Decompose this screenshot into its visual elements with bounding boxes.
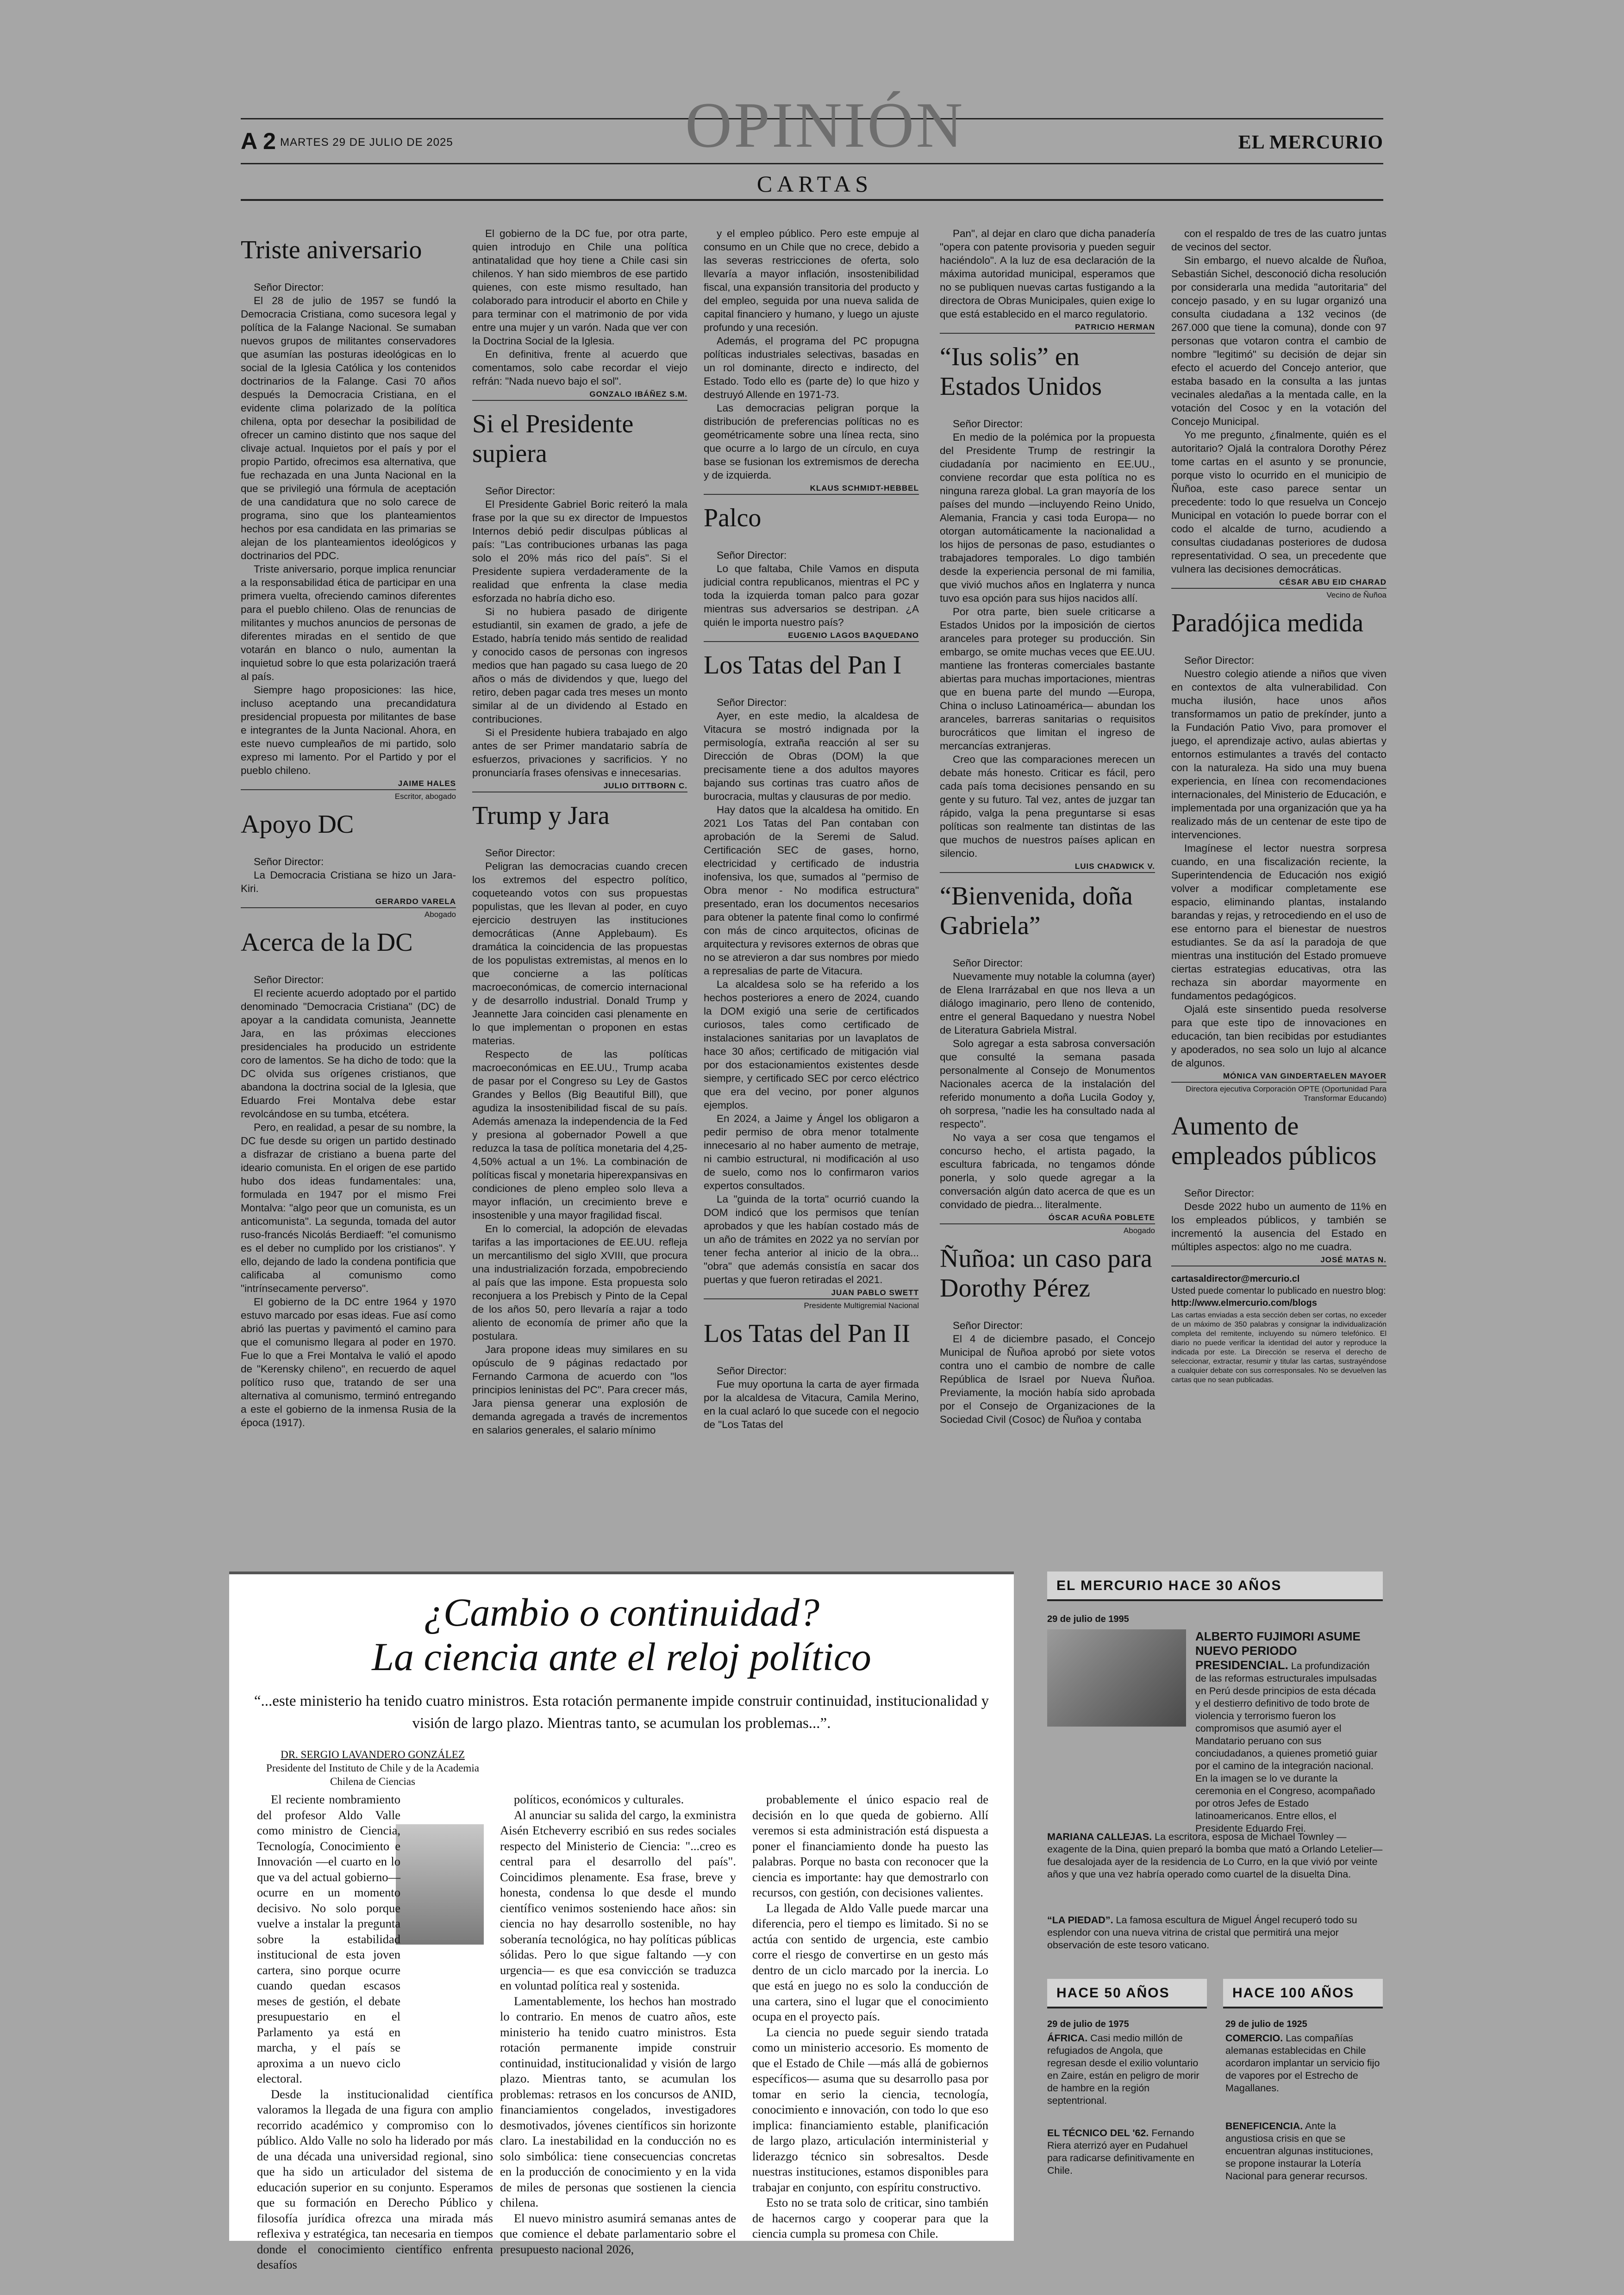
column-text-1 <box>257 1792 493 2273</box>
letter-paragraph: Lo que faltaba, Chile Vamos en disputa judicial contra republicanos, mientras el PC y toda la izquierda toman palco para gozar mientras sus adversarios se destripan. ¿A quién le importa nuestro país? <box>704 563 919 628</box>
history-africa-head: ÁFRICA. <box>1047 2033 1088 2044</box>
letter-paragraph: Si el Presidente hubiera trabajado en algo antes de ser Primer mandatario sabría de esfuerzos, privaciones y sacrificios. Y no pronunciaría frases ofensivas e innecesarias. <box>472 727 687 779</box>
letter-paragraph: El gobierno de la DC fue, por otra parte, quien introdujo en Chile una política antinatalidad que hoy tiene a Chile casi sin chilenos. Y han sido miembros de ese partido quienes, con este mismo resultado, han colaborado para introducir el aborto en Chile y para terminar con el matrimonio de por vida entre una mujer y un varón. Nada que ver con la Doctrina Social de la Iglesia. <box>472 228 687 347</box>
letter-paragraph: Ojalá este sinsentido pueda resolverse para que este tipo de innovaciones en educación, tan bien recibidas por estudiantes y apoderados, no sea solo un lujo al alcance de algunos. <box>1171 1004 1387 1069</box>
column-paragraph: La llegada de Aldo Valle puede marcar una diferencia, pero el tiempo es limitado. Si no se actúa con sentido de urgencia, este cambio corre el riesgo de convertirse en un gesto más dentro de un ciclo marcado por la inercia. Lo que está en juego no es solo la conducción de una cartera, sino el lugar que el conocimiento ocupa en el proyecto país. <box>752 1901 988 2023</box>
history-piedad <box>1047 1914 1383 1952</box>
letter-title: Los Tatas del Pan II <box>704 1319 911 1348</box>
letter-paragraph: En lo comercial, la adopción de elevadas tarifas a las importaciones de EE.UU. refleja un mercantilismo del siglo XVIII, que procura una industrialización forzada, empobreciendo al país que las impone. Esta propuesta solo reconjuera a los Prebisch y Pinto de la Cepal de los años 50, pero llevaría a rajar a todo aliento de economía de primer año que la postulara. <box>472 1223 687 1342</box>
header-bottom-rule <box>241 199 1383 201</box>
letter-paragraph: El 4 de diciembre pasado, el Concejo Municipal de Ñuñoa aprobó por siete votos contra uno el cambio de nombre de calle República de Israel por Nueva Ñuñoa. Previamente, la moción había sido aprobada por el Consejo de Organizaciones de la Sociedad Civil (Cosoc) de Ñuñoa y contaba <box>940 1333 1155 1425</box>
letter-title: “Ius solis” en Estados Unidos <box>940 343 1102 401</box>
letter-paragraph: Ayer, en este medio, la alcaldesa de Vitacura se mostró indignada por la permisología, extraña reacción al ser su Dirección de Obras (DOM) la que precisamente tiene a dos adultos mayores bajando sus cortinas tras cuatro años de burocracia, multas y clausuras de por medio. <box>704 710 919 802</box>
history-30-story <box>1195 1629 1383 1835</box>
salutation: Señor Director: <box>1184 655 1255 666</box>
letter-paragraph: No vaya a ser cosa que tengamos el concurso hecho, el artista pagado, la escultura fabricada, no tengamos dónde ponerla, y solo quede agregar a la conversación algún dato acerca de que es un convidado de piedra... literalmente. <box>940 1132 1155 1210</box>
column-paragraph: El reciente nombramiento del profesor Aldo Valle como ministro de Ciencia, Tecnología, Conocimiento e Innovación —el cuarto en lo que va del actual gobierno— ocurre en un momento decisivo. No solo porque vuelve a instalar la pregunta sobre la estabilidad institucional de esta joven cartera, sino porque ocurre cuando quedan escasos meses de gestión, el debate presupuestario en el Parlamento ya está en marcha, y el país se aproxima a un nuevo ciclo electoral. <box>257 1792 400 2085</box>
letter-paragraph: Si no hubiera pasado de dirigente estudiantil, sin examen de grado, a jefe de Estado, habría tenido más sentido de realidad y conocido casos de personas con ingresos medios que han pagado su casa luego de 20 años o más de dividendos y que, luego del retiro, deben pagar cada tres meses un monto similar al de un dividendo al Estado en contribuciones. <box>472 606 687 725</box>
letter-signature: GERARDO VARELA <box>241 897 456 908</box>
letter-title: Acerca de la DC <box>241 928 413 957</box>
salutation: Señor Director: <box>717 549 787 561</box>
history-50-header <box>1047 1979 1207 2008</box>
letter-paragraph: Por otra parte, bien suele criticarse a Estados Unidos por la imposición de ciertos aranceles para proteger su producción. Sin embargo, se omite muchas veces que EE.UU. mantiene las fronteras comerciales bastante abiertas para muchas importaciones, mientras que en buena parte del mundo —Europa, China o incluso Latinoamérica— abundan los aranceles, barreras sanitarias o requisitos burocráticos que limitan el ingreso de mercancías extranjeras. <box>940 606 1155 752</box>
letter-title: Palco <box>704 504 762 532</box>
letter-signature: JULIO DITTBORN C. <box>472 781 687 792</box>
letter-paragraph: Nuestro colegio atiende a niños que viven en contextos de alta vulnerabilidad. Con mucha ilusión, hace unos años transformamos un patio de prekínder, junto a la Fundación Patio Vivo, para promover el juego, el aprendizaje activo, aulas abiertas y entornos estimulantes a través del contacto con la naturaleza. Ha sido una muy buena experiencia, en línea con recomendaciones internacionales, del Ministerio de Educación, e implementada por una organización que ya ha realizado más de un centenar de este tipo de intervenciones. <box>1171 668 1387 841</box>
letter-title: Apoyo DC <box>241 810 354 839</box>
letter-author-role: Presidente Multigremial Nacional <box>804 1301 919 1310</box>
letter-paragraph: Sin embargo, el nuevo alcalde de Ñuñoa, Sebastián Sichel, desconoció dicha resolución por considerarla una medida "autoritaria" del concejo pasado, y en su lugar organizó una consulta ciudadana a 132 vecinos (de 267.000 que tiene la comuna), donde con 97 personas que votaron contra el cambio de nombre "legitimó" su decisión de dejar sin efecto el acuerdo del Concejo anterior, que estaba basado en la consulta a las juntas vecinales aledañas a la mentada calle, en la votación del Cosoc y en la votación del Concejo Municipal. <box>1171 255 1387 427</box>
letters-contact <box>1171 1273 1387 1309</box>
column-paragraph: Lamentablemente, los hechos han mostrado lo contrario. En menos de cuatro años, este ministerio ha tenido cuatro ministros. Esta rotación permanente impide construir continuidad, institucionalidad y visión de largo plazo. Mientras tanto, se acumulan los problemas: retrasos en los concursos de ANID, financiamientos congelados, investigadores desmotivados, jóvenes científicos sin horizonte claro. La inestabilidad en la conducción no es solo simbólica: tiene consecuencias concretas en la producción de conocimiento y en la vida de miles de personas que sostienen la ciencia chilena. <box>500 1994 736 2209</box>
letter-title: Triste aniversario <box>241 236 422 264</box>
history-30-title: EL MERCURIO HACE 30 AÑOS <box>1056 1578 1282 1593</box>
column-paragraph: El nuevo ministro asumirá semanas antes de que comience el debate parlamentario sobre el presupuesto nacional 2026, <box>500 2211 736 2256</box>
column-text-3 <box>752 1792 988 2242</box>
letter-paragraph: El 28 de julio de 1957 se fundó la Democracia Cristiana, como sucesora legal y política de la Falange Nacional. Se sumaban nuevos grupos de militantes conservadores que asumían las posturas ideológicas en lo social de la Iglesia Católica y los contenidos doctrinarios de la Falange. Casi 70 años después la Democracia Cristiana, en el evidente clima polarizado de la política chilena, opta por desechar la posibilidad de ofrecer un camino distinto que nos saque del clivaje actual. Inquietos por el país y por el propio Partido, ofrecimos esa alternativa, que fue rechazada en una Junta Nacional en la que se privilegió una fórmula de aceptación de una candidatura que no solo carece de programa, sino que los planteamientos hechos por esa candidata en las primarias se alejan de los planteamientos ideológicos y doctrinarios del PDC. <box>241 295 456 561</box>
letter-signature: JAIME HALES <box>241 779 456 790</box>
letter-title: Aumento de empleados públicos <box>1171 1112 1377 1170</box>
salutation: Señor Director: <box>717 697 787 708</box>
letter-paragraph: Yo me pregunto, ¿finalmente, quién es el autoritario? Ojalá la contralora Dorothy Pérez tome cartas en el asunto y se pronuncie, porque visto lo ocurrido en el municipio de Ñuñoa, este caso parece sentar un precedente: todo lo que resuelva un Concejo Municipal en votación lo puede borrar con el codo el alcalde de turno, acudiendo a consultas ciudadanas posteriores de dudosa representatividad. O sea, un precedente que vulnera las decisiones democráticas. <box>1171 429 1387 575</box>
history-30-date: 29 de julio de 1995 <box>1047 1614 1129 1624</box>
column-paragraph: Desde la institucionalidad científica valoramos la llegada de una figura con amplio recorrido académico y compromiso con lo público. Aldo Valle no solo ha liderado por más de una década una universidad regional, sino que ha sido un articulador del sistema de educación superior en su conjunto. Esperamos que su formación en Derecho Público y filosofía jurídica ofrezca una mirada más reflexiva y estratégica, tan necesaria en tiempos donde el conocimiento científico enfrenta desafíos <box>257 2087 493 2271</box>
salutation: Señor Director: <box>254 974 324 985</box>
column-paragraph: políticos, económicos y culturales. <box>514 1792 684 1806</box>
column-title <box>229 1590 1014 1679</box>
history-piedad-text: La famosa escultura de Miguel Ángel recuperó todo su esplendor con una nueva vitrina de cristal que permitirá una mejor observación de este tesoro vaticano. <box>1047 1915 1357 1951</box>
letter-paragraph: Respecto de las políticas macroeconómicas en EE.UU., Trump acaba de pasar por el Congreso su Ley de Gastos Grandes y Bellos (Big Beautiful Bill), que agudiza la insostenibilidad fiscal de su país. Además amenaza la independencia de la Fed y presiona al gobernador Powell a que reduzca la tasa de política monetaria del 4,25-4,50% actual a un 1%. La combinación de políticas fiscal y monetaria hiperexpansivas en condiciones de pleno empleo solo lleva a mayor inflación, un crecimiento breve e insostenible y una mayor fragilidad fiscal. <box>472 1048 687 1221</box>
history-beneficencia-text: Ante la angustiosa crisis en que se encuentran algunas instituciones, se propone instaurar la Lotería Nacional para generar recursos. <box>1225 2120 1374 2182</box>
letter-signature: MÓNICA VAN GINDERTAELEN MAYOER <box>1171 1072 1387 1083</box>
salutation: Señor Director: <box>254 281 324 293</box>
history-tecnico-text: Fernando Riera aterrizó ayer en Pudahuel para radicarse definitivamente en Chile. <box>1047 2127 1194 2176</box>
history-100-header <box>1223 1979 1383 2008</box>
letter-author-role: Vecino de Ñuñoa <box>1326 591 1387 599</box>
column-paragraph: Al anunciar su salida del cargo, la exministra Aisén Etcheverry escribió en sus redes sociales respecto del Ministerio de Ciencia: "...creo es central para el desarrollo del país". Coincidimos plenamente. Esa frase, breve y honesta, condensa lo que desde el mundo científico venimos sosteniendo hace años: sin ciencia no hay desarrollo sostenible, no hay soberanía tecnológica, no hay políticas públicas sólidas. Pero lo que sigue faltando —y con urgencia— es que esa convicción se traduzca en voluntad política real y sostenida. <box>500 1808 736 1992</box>
letter-paragraph: Desde 2022 hubo un aumento de 11% en los empleados públicos, y también se incrementó la ausencia del Estado en múltiples aspectos: algo no me cuadra. <box>1171 1201 1387 1253</box>
column-paragraph: probablemente el único espacio real de decisión en lo que queda de gobierno. Allí veremos si esta administración está dispuesta a poner el financiamiento donde ha puesto las palabras. Porque no basta con reconocer que la ciencia es importante: hay que demostrarlo con recursos, con gestión, con decisiones valientes. <box>752 1792 988 1899</box>
letter-title: Si el Presidente supiera <box>472 410 634 468</box>
history-callejas-head: MARIANA CALLEJAS. <box>1047 1831 1152 1842</box>
column-paragraph: La ciencia no puede seguir siendo tratada como un ministerio accesorio. Es momento de que el Estado de Chile —más allá de gobiernos específicos— asuma que su desarrollo pasa por tomar en serio la ciencia, tecnología, conocimiento e innovación, con todo lo que eso implica: financiamiento estable, planificación de largo plazo, articulación interministerial y liderazgo técnico sin sobresaltos. Desde nuestras instituciones, estamos disponibles para trabajar en conjunto, con espíritu constructivo. <box>752 2025 988 2194</box>
salutation: Señor Director: <box>717 1365 787 1377</box>
letter-paragraph: Creo que las comparaciones merecen un debate más honesto. Criticar es fácil, pero cada país toma decisiones pensando en su gente y su futuro. Tal vez, antes de juzgar tan rápido, valga la pena preguntarse si esas políticas son realmente tan distintas de las que muchos de nuestros países aplican en silencio. <box>940 754 1155 859</box>
letter-paragraph: Pan", al dejar en claro que dicha panadería "opera con patente provisoria y pueden seguir haciéndolo". A la luz de esa declaración de la máxima autoridad municipal, esperamos que no se publiquen nuevas cartas fustigando a la directora de Obras Municipales, quien exige lo que está establecido en el marco regulatorio. <box>940 228 1155 320</box>
letter-paragraph: En medio de la polémica por la propuesta del Presidente Trump de restringir la ciudadanía por nacimiento en EE.UU., conviene recordar que esta política no es ninguna rareza global. La gran mayoría de los países del mundo —incluyendo Reino Unido, Alemania, Francia y casi toda Europa— no otorgan automáticamente la nacionalidad a los hijos de personas de paso, estudiantes o trabajadores temporales. Lo digo también desde la experiencia personal de mi familia, que vivió muchos años en Inglaterra y nunca tuvo esa opción para sus hijos nacidos allí. <box>940 431 1155 604</box>
letters-column-5 <box>1171 227 1387 1551</box>
column-author: DR. SERGIO LAVANDERO GONZÁLEZ <box>281 1749 465 1760</box>
letter-paragraph: El gobierno de la DC entre 1964 y 1970 estuvo marcado por esas ideas. Fue así como abrió las puertas y pavimentó el camino para que el comunismo llegara al poder en 1970. Fue lo que a Frei Montalva le valió el apodo de "Kerensky chileno", en recuerdo de aquel político ruso que, tratando de ser una alternativa al comunismo, terminó entregando a este el gobierno de la inmensa Rusia de la época (1917). <box>241 1296 456 1428</box>
letter-paragraph: Fue muy oportuna la carta de ayer firmada por la alcaldesa de Vitacura, Camila Merino, en la cual aclaró lo que sucede con el negocio de "Los Tatas del <box>704 1378 919 1430</box>
letter-paragraph: En definitiva, frente al acuerdo que comentamos, solo cabe recordar el viejo refrán: "Nada nuevo bajo el sol". <box>472 349 687 387</box>
page-number: A 2 <box>241 128 276 154</box>
letter-title: Ñuñoa: un caso para Dorothy Pérez <box>940 1244 1152 1303</box>
salutation: Señor Director: <box>953 957 1023 969</box>
letter-paragraph: con el respaldo de tres de las cuatro juntas de vecinos del sector. <box>1171 228 1387 253</box>
salutation: Señor Director: <box>485 485 556 497</box>
salutation: Señor Director: <box>953 1320 1023 1331</box>
header-mid-rule <box>241 163 1383 164</box>
letter-paragraph: Las democracias peligran porque la distribución de preferencias políticas no es geométricamente sobre una línea recta, sino que ocurre a lo largo de un círculo, en cuya base se fusionan los extremismos de derecha y de izquierda. <box>704 402 919 481</box>
letter-paragraph: El Presidente Gabriel Boric reiteró la mala frase por la que su ex director de Impuestos Internos debió pedir disculpas públicas al país: "Las contribuciones urbanas las paga solo el 20% más rico del país". Si el Presidente supiera verdaderamente de la realidad que enfrenta la clase media esforzada no habría dicho eso. <box>472 499 687 604</box>
history-100-date: 29 de julio de 1925 <box>1225 2019 1307 2029</box>
letter-paragraph: La alcaldesa solo se ha referido a los hechos posteriores a enero de 2024, cuando la DOM exigió una serie de certificados curiosos, tales como certificado de instalaciones sanitarias por un lavaplatos de hace 30 años; certificado de mitigación vial por dos estacionamientos existentes desde siempre, y certificado SEC por cerco eléctrico que era del vecino, por poner algunos ejemplos. <box>704 979 919 1111</box>
letter-paragraph: Además, el programa del PC propugna políticas industriales selectivas, basadas en un rol dominante, directo e indirecto, del Estado. Todo ello es (parte de) lo que hizo y destruyó Allende en 1971-73. <box>704 335 919 400</box>
letter-signature: LUIS CHADWICK V. <box>940 862 1155 873</box>
history-50-date: 29 de julio de 1975 <box>1047 2019 1129 2029</box>
letter-signature: KLAUS SCHMIDT-HEBBEL <box>704 484 919 495</box>
letter-paragraph: La Democracia Cristiana se hizo un Jara-Kiri. <box>241 869 456 894</box>
letter-author-role: Abogado <box>1123 1226 1155 1235</box>
letter-paragraph: y el empleo público. Pero este empuje al consumo en un Chile que no crece, debido a las severas restricciones de oferta, solo llevaría a mayor inflación, insostenibilidad fiscal, una expansión transitoria del producto y del empleo, seguida por una nueva salida de capital financiero y humano, y luego un ajuste profundo y una recesión. <box>704 228 919 333</box>
letter-paragraph: Triste aniversario, porque implica renunciar a la responsabilidad ética de participar en una primera vuelta, ofreciendo caminos diferentes para el pueblo chileno. Olas de renuncias de militantes y muchos anuncios de personas de diferentes miradas en el sentido de que votarán en blanco o nulo, aumentan la inquietud sobre lo que esta polarización traerá al país. <box>241 563 456 682</box>
salutation: Señor Director: <box>1184 1187 1255 1199</box>
history-30-header <box>1047 1572 1383 1601</box>
letter-paragraph: Nuevamente muy notable la columna (ayer) de Elena Irarrázabal en que nos lleva a un diálogo imaginario, pero lleno de contenido, entre el general Baquedano y nuestra Nobel de Literatura Gabriela Mistral. <box>940 971 1155 1036</box>
history-story-text: La profundización de las reformas estructurales impulsadas en Perú desde principios de esta década y el destierro definitivo de todo brote de violencia y terrorismo fueron los compromisos que asumió ayer el Mandatario peruano con sus conciudadanos, a quienes prometió guiar por el camino de la integración nacional. En la imagen se lo ve durante la ceremonia en el Congreso, acompañado por otros Jefes de Estado latinoamericanos. Entre ellos, el Presidente Eduardo Frei. <box>1195 1660 1378 1834</box>
letters-column-4 <box>940 227 1155 1551</box>
letter-paragraph: Imagínese el lector nuestra sorpresa cuando, en una fiscalización reciente, la Superintendencia de Educación nos exigió volver a modificar completamente ese espacio, eliminando plantas, instalando barandas y rejas, y retrocediendo en el uso de ese entorno para el bienestar de nuestros estudiantes. Se da así la paradoja de que mientras una institución del Estado promueve ciertas estrategias educativas, otra las rechaza sin abordar mayormente en fundamentos pedagógicos. <box>1171 842 1387 1002</box>
column-text-2 <box>500 1792 736 2257</box>
letters-column-3 <box>704 227 919 1551</box>
history-headline: ALBERTO FUJIMORI ASUME NUEVO PERIODO PRESIDENCIAL. <box>1195 1629 1361 1672</box>
letter-paragraph: La "guinda de la torta" ocurrió cuando la DOM indicó que los permisos que tenían aprobados y que les habían costado más de un año de trámites en 2022 ya no servían por tener fecha anterior al inicio de la obra... "obra" que además consistía en sacar dos puertas y que fueron retiradas el 2021. <box>704 1193 919 1285</box>
column-title-line-2: La ciencia ante el reloj político <box>372 1634 871 1679</box>
letters-policy: Las cartas enviadas a esta sección deben ser cortas, no exceder de un máximo de 350 palabras y consignar la individualización completa del remitente, incluyendo su número telefónico. El diario no puede verificar la identidad del autor y reproduce la indicada por este. La Dirección se reserva el derecho de seleccionar, extractar, resumir y titular las cartas, sustrayéndose a cualquier debate con sus corresponsales. No se devuelven las cartas que no sean publicadas. <box>1171 1311 1387 1384</box>
letter-author-role: Directora ejecutiva Corporación OPTE (Oportunidad Para Transformar Educando) <box>1186 1085 1387 1103</box>
salutation: Señor Director: <box>485 847 556 859</box>
history-piedad-head: “LA PIEDAD”. <box>1047 1915 1113 1926</box>
letters-column-1 <box>241 227 456 1551</box>
history-tecnico <box>1047 2127 1205 2177</box>
history-50-title: HACE 50 AÑOS <box>1056 1985 1170 2001</box>
letter-paragraph: Jara propone ideas muy similares en su opúsculo de 9 páginas redactado por Fernando Carmona de acuerdo con "los principios leninistas del PC". Para crecer más, Jara piensa generar una explosión de demanda agregada a través de incrementos en salarios generales, el salario mínimo <box>472 1344 687 1436</box>
page-date: MARTES 29 DE JULIO DE 2025 <box>280 136 453 149</box>
history-100-title: HACE 100 AÑOS <box>1232 1985 1355 2001</box>
letter-title: Trump y Jara <box>472 801 610 830</box>
letter-signature: JOSÉ MATAS N. <box>1171 1255 1387 1266</box>
letter-author-role: Abogado <box>424 910 456 919</box>
salutation: Señor Director: <box>254 856 324 867</box>
opinion-column <box>229 1572 1014 2271</box>
column-pull-quote: “...este ministerio ha tenido cuatro ministros. Esta rotación permanente impide construir continuidad, institucionalidad y visión de largo plazo. Mientras tanto, se acumulan los problemas...”. <box>254 1693 989 1732</box>
letter-paragraph: Pero, en realidad, a pesar de su nombre, la DC fue desde su origen un partido destinado a disfrazar de cristiano a buena parte del ideario comunista. En el origen de ese partido hubo dos ideas fundamentales: una, formulada en 1947 por el mismo Frei Montalva: "algo peor que un comunista, es un anticomunista". La segunda, tomada del autor ruso-francés Nicolás Berdiaeff: "el comunismo es el deber no cumplido por los cristianos". Y ello, dejando de lado la condena pontificia que calificaba al comunismo como "intrínsecamente perverso". <box>241 1122 456 1294</box>
letters-column-2 <box>472 227 687 1551</box>
letter-paragraph: En 2024, a Jaime y Ángel los obligaron a pedir permiso de obra menor totalmente innecesario al no haber aumento de metraje, ni cambio estructural, ni modificación al uso de suelo, como nos lo confirmaron varios expertos consultados. <box>704 1113 919 1191</box>
letter-paragraph: Peligran las democracias cuando crecen los extremos del espectro político, coqueteando votos con sus propuestas populistas, que les llevan al poder, en cuyo ejercicio destruyen las instituciones democráticas (Anne Applebaum). Es dramática la coincidencia de las propuestas de los populistas extremistas, al menos en lo que concierne a las políticas macroeconómicas, de comercio internacional y de desarrollo industrial. Donald Trump y Jeannette Jara coinciden casi plenamente en lo que implementan o proponen en estas materias. <box>472 861 687 1047</box>
history-callejas-text: La escritora, esposa de Michael Townley —exagente de la Dina, quien preparó la bomba que mató a Orlando Letelier— fue desalojada ayer de la residencia de Lo Curro, en la que vivió por veinte años y que una vez habría operado como cuartel de la disuelta Dina. <box>1047 1831 1383 1880</box>
column-author-role: Presidente del Instituto de Chile y de la Academia Chilena de Ciencias <box>266 1762 479 1787</box>
history-africa <box>1047 2032 1205 2107</box>
letter-author-role: Escritor, abogado <box>394 792 456 801</box>
history-beneficencia <box>1225 2120 1383 2183</box>
letter-signature: PATRICIO HERMAN <box>940 323 1155 334</box>
letter-signature: ÓSCAR ACUÑA POBLETE <box>940 1213 1155 1224</box>
letter-signature: GONZALO IBÁÑEZ S.M. <box>472 390 687 401</box>
history-africa-text: Casi medio millón de refugiados de Angola, que regresan desde el exilio voluntario en Zaire, están en peligro de morir de hambre en la región septentrional. <box>1047 2033 1199 2106</box>
letter-title: Los Tatas del Pan I <box>704 651 902 680</box>
history-comercio-head: COMERCIO. <box>1225 2033 1283 2044</box>
letter-signature: EUGENIO LAGOS BAQUEDANO <box>704 631 919 642</box>
letter-paragraph: Siempre hago proposiciones: las hice, incluso aceptando una precandidatura presidencial propuesta por militantes de base e integrantes de la Junta Nacional. Ahora, en este nuevo cumpleaños de mi partido, solo expreso mi lamento. Por el Partido y por el pueblo chileno. <box>241 684 456 776</box>
letter-paragraph: El reciente acuerdo adoptado por el partido denominado "Democracia Cristiana" (DC) de apoyar a la candidata comunista, Jeannette Jara, en las próximas elecciones presidenciales ha producido un estridente coro de lamentos. Se ha dicho de todo: que la DC olvida sus orígenes cristianos, que abandona la doctrina social de la Iglesia, que Eduardo Frei Montalva debe estar revolcándose en su tumba, etcétera. <box>241 987 456 1120</box>
letter-paragraph: Solo agregar a esta sabrosa conversación que consulté la semana pasada personalmente al Consejo de Monumentos Nacionales acerca de la instalación del referido monumento a doña Lucila Godoy y, oh sorpresa, "nadie les ha consultado nada al respecto". <box>940 1038 1155 1130</box>
column-title-line-1: ¿Cambio o continuidad? <box>423 1590 820 1634</box>
history-tecnico-head: EL TÉCNICO DEL '62. <box>1047 2127 1149 2139</box>
history-section <box>1047 1572 1383 2238</box>
history-beneficencia-head: BENEFICENCIA. <box>1225 2120 1303 2132</box>
history-comercio-text: Las compañías alemanas establecidas en Chile acordaron implantar un servicio fijo de vapores por el Estrecho de Magallanes. <box>1225 2033 1380 2094</box>
letter-signature: JUAN PABLO SWETT <box>704 1288 919 1299</box>
subsection-title: CARTAS <box>756 171 873 197</box>
column-paragraph: Esto no se trata solo de criticar, sino también de hacernos cargo y cooperar para que la ciencia cumpla su promesa con Chile. <box>752 2195 988 2240</box>
letter-title: “Bienvenida, doña Gabriela” <box>940 882 1133 940</box>
history-photo <box>1047 1629 1186 1727</box>
section-title: OPINIÓN <box>685 89 965 161</box>
history-comercio <box>1225 2032 1383 2095</box>
contact-note: Usted puede comentar lo publicado en nuestro blog: <box>1171 1286 1386 1296</box>
letter-signature: CÉSAR ABU EID CHARAD <box>1171 578 1387 589</box>
column-author-block <box>257 1748 488 1788</box>
salutation: Señor Director: <box>953 418 1023 430</box>
blog-link[interactable]: http://www.elmercurio.com/blogs <box>1171 1298 1317 1308</box>
letter-title: Paradójica medida <box>1171 609 1364 637</box>
history-callejas <box>1047 1831 1383 1881</box>
contact-email[interactable]: cartasaldirector@mercurio.cl <box>1171 1274 1300 1284</box>
letter-paragraph: Hay datos que la alcaldesa ha omitido. En 2021 Los Tatas del Pan contaban con aprobación de la Seremi de Salud. Certificación SEC de gases, horno, electricidad y certificado de industria inofensiva, los que, sumados al "permiso de Obra menor - No modifica estructura" presentado, eran los documentos necesarios para obtener la patente final como lo confirmé con más de cinco arquitectos, oficinas de arquitectura y revisores externos de obras que no se atrevieron a dar sus nombres por miedo a represalias de parte de Vitacura. <box>704 804 919 977</box>
newspaper-brand: EL MERCURIO <box>1238 132 1383 153</box>
